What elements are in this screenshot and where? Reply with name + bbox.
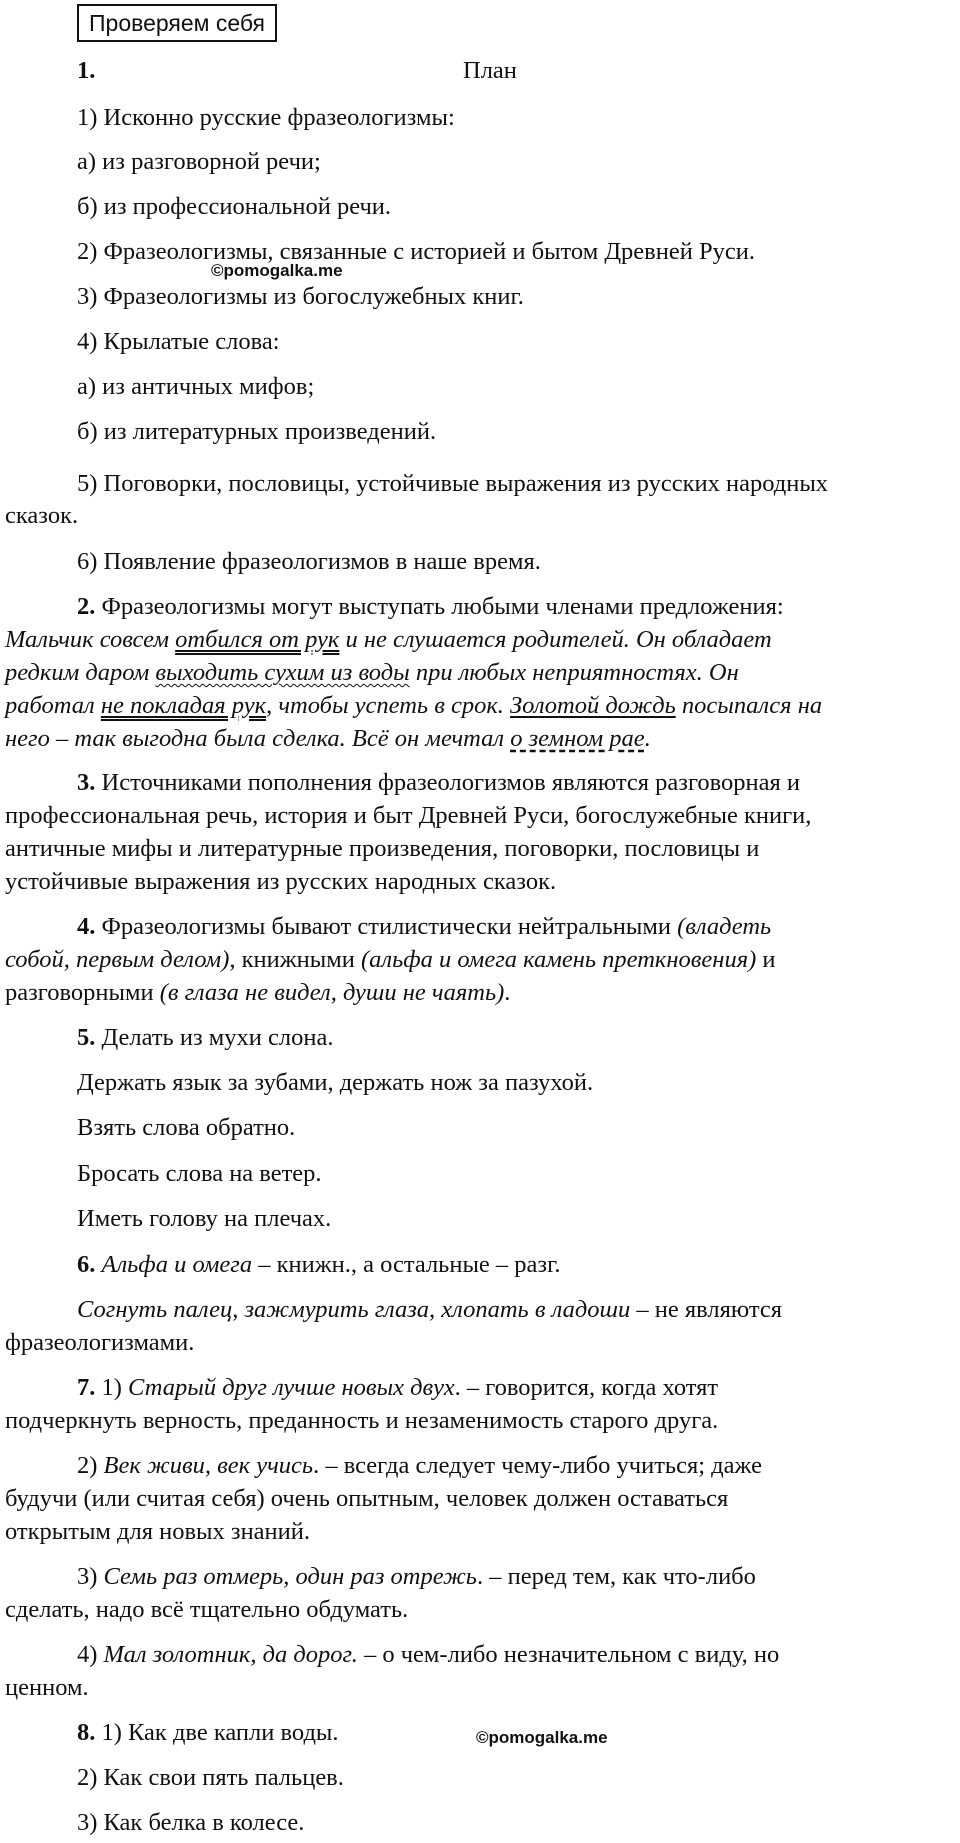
- task-6-line: 6. Альфа и омега – книжн., а остальные – разг.: [77, 1251, 561, 1278]
- plan-item-5: 5) Поговорки, пословицы, устойчивые выражения из русских народных: [77, 470, 829, 497]
- task-8-line: 8. 1) Как две капли воды.: [77, 1719, 339, 1746]
- task-2-line: него – так выгодна была сделка. Всё он мечтал о земном рае.: [5, 725, 651, 752]
- plan-item: б) из литературных произведений.: [77, 418, 437, 445]
- plan-item: б) из профессиональной речи.: [77, 193, 392, 220]
- task-3-line: профессиональная речь, история и быт Древней Руси, богослужебные книги,: [5, 802, 812, 829]
- task-7-line: открытым для новых знаний.: [5, 1518, 311, 1545]
- task-5-line: Бросать слова на ветер.: [77, 1160, 322, 1187]
- task-2-line: Мальчик совсем отбился от рук и не слушается родителей. Он обладает: [5, 626, 772, 653]
- plan-title: План: [463, 57, 517, 84]
- task-3-line: 3. Источниками пополнения фразеологизмов являются разговорная и: [77, 769, 801, 796]
- task-4-line: 4. Фразеологизмы бывают стилистически нейтральными (владеть: [77, 913, 772, 940]
- task-6-line: фразеологизмами.: [5, 1329, 195, 1356]
- watermark: ©pomogalka.me: [211, 261, 343, 280]
- plan-item: 3) Фразеологизмы из богослужебных книг.: [77, 283, 524, 310]
- task-4-line: собой, первым делом), книжными (альфа и омега камень преткновения) и: [5, 946, 776, 973]
- watermark: ©pomogalka.me: [476, 1728, 608, 1747]
- plan-item-5-cont: сказок.: [5, 502, 79, 529]
- task-4-number: 4.: [77, 913, 96, 940]
- task-6-number: 6.: [77, 1251, 96, 1278]
- task-8-number: 8.: [77, 1719, 96, 1746]
- task-7-line: 3) Семь раз отмерь, один раз отрежь. – перед тем, как что-либо: [77, 1563, 756, 1590]
- task-7-line: 7. 1) Старый друг лучше новых двух. – говорится, когда хотят: [77, 1374, 719, 1401]
- task-7-number: 7.: [77, 1374, 96, 1401]
- task-5-line: Взять слова обратно.: [77, 1114, 296, 1141]
- task-7-line: будучи (или считая себя) очень опытным, человек должен оставаться: [5, 1485, 729, 1512]
- task-7-line: ценном.: [5, 1674, 89, 1701]
- task-3-number: 3.: [77, 769, 96, 796]
- phraseologism-underlined: не покладая рук: [100, 692, 267, 719]
- task-5-line: Держать язык за зубами, держать нож за пазухой.: [77, 1069, 594, 1096]
- plan-item: 2) Фразеологизмы, связанные с историей и бытом Древней Руси.: [77, 238, 755, 265]
- plan-item: а) из разговорной речи;: [77, 148, 321, 175]
- phraseologism-underlined: выходить сухим из воды: [155, 659, 410, 686]
- task-3-line: античные мифы и литературные произведения, поговорки, пословицы и: [5, 835, 760, 862]
- task-4-line: разговорными (в глаза не видел, души не чаять).: [5, 979, 511, 1006]
- task-5-line: 5. Делать из мухи слона.: [77, 1024, 334, 1051]
- task-2-line: редким даром выходить сухим из воды при любых неприятностях. Он: [5, 659, 739, 686]
- task-2-line: работал не покладая рук, чтобы успеть в срок. Золотой дождь посыпался на: [5, 692, 823, 719]
- task-8-line: 2) Как свои пять пальцев.: [77, 1764, 344, 1791]
- task-7-line: 2) Век живи, век учись. – всегда следует чему-либо учиться; даже: [77, 1452, 762, 1479]
- plan-item: а) из античных мифов;: [77, 373, 315, 400]
- plan-item: 1) Исконно русские фразеологизмы:: [77, 104, 455, 131]
- task-1-number: 1.: [77, 57, 96, 84]
- task-2-number: 2.: [77, 593, 96, 620]
- plan-item-6: 6) Появление фразеологизмов в наше время.: [77, 548, 541, 575]
- phraseologism-underlined: отбился от рук: [175, 626, 340, 653]
- task-7-line: сделать, надо всё тщательно обдумать.: [5, 1596, 409, 1623]
- task-7-line: 4) Мал золотник, да дорог. – о чем-либо незначительном с виду, но: [77, 1641, 780, 1668]
- task-6-line: Согнуть палец, зажмурить глаза, хлопать в ладоши – не являются: [77, 1296, 782, 1323]
- plan-item: 4) Крылатые слова:: [77, 328, 280, 355]
- task-5-number: 5.: [77, 1024, 96, 1051]
- task-3-line: устойчивые выражения из русских народных сказок.: [5, 868, 557, 895]
- task-2-line: 2. Фразеологизмы могут выступать любыми членами предложения:: [77, 593, 784, 620]
- task-7-line: подчеркнуть верность, преданность и незаменимость старого друга.: [5, 1407, 719, 1434]
- section-header: Проверяем себя: [77, 4, 277, 42]
- task-5-line: Иметь голову на плечах.: [77, 1205, 332, 1232]
- task-8-line: 3) Как белка в колесе.: [77, 1809, 305, 1836]
- phraseologism-underlined: Золотой дождь: [510, 692, 676, 719]
- phraseologism-underlined: о земном рае: [510, 725, 645, 752]
